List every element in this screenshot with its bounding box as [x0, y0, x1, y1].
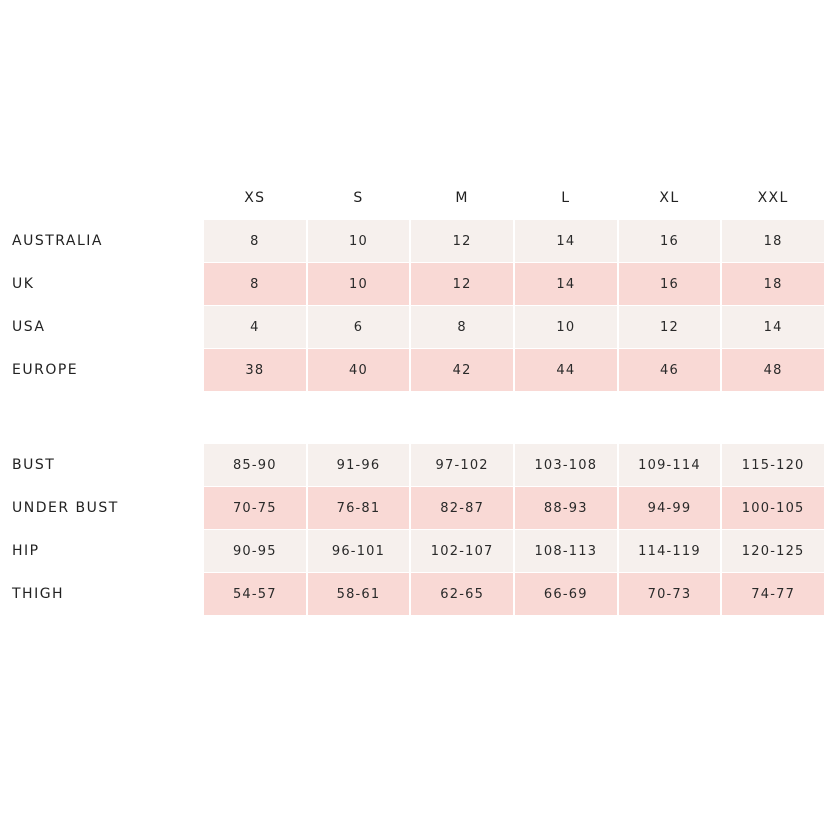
- table-row: [0, 573, 835, 615]
- table-cell: 103-108: [515, 444, 617, 486]
- table-cell: 97-102: [411, 444, 513, 486]
- table-row: [0, 530, 835, 572]
- table-cell: 8: [411, 306, 513, 348]
- table-cell: 14: [515, 263, 617, 305]
- table-cell: 16: [619, 263, 721, 305]
- table-row: [0, 349, 835, 391]
- size-conversion-table: [0, 220, 835, 392]
- table-cell: 70-73: [619, 573, 721, 615]
- table-cell: 88-93: [515, 487, 617, 529]
- table-cell: 16: [619, 220, 721, 262]
- table-row: [0, 444, 835, 486]
- table-cell: 115-120: [722, 444, 824, 486]
- body-measurement-table: [0, 444, 835, 616]
- table-cell: 40: [308, 349, 410, 391]
- table-row: [0, 263, 835, 305]
- table-cell: 90-95: [204, 530, 306, 572]
- table-cell: 10: [308, 220, 410, 262]
- row-label-uk: UK: [12, 276, 35, 292]
- table-cell: 62-65: [411, 573, 513, 615]
- table-cell: 44: [515, 349, 617, 391]
- table-row: [0, 220, 835, 262]
- table-row: [0, 306, 835, 348]
- row-values: [204, 263, 824, 305]
- table-cell: 48: [722, 349, 824, 391]
- table-cell: 42: [411, 349, 513, 391]
- table-cell: 8: [204, 263, 306, 305]
- size-header-s: S: [353, 190, 364, 206]
- size-header-xs: XS: [244, 190, 266, 206]
- table-cell: 18: [722, 220, 824, 262]
- table-cell: 8: [204, 220, 306, 262]
- table-cell: 12: [411, 220, 513, 262]
- table-cell: 14: [722, 306, 824, 348]
- row-values: [204, 573, 824, 615]
- table-cell: 18: [722, 263, 824, 305]
- row-values: [204, 349, 824, 391]
- table-cell: 58-61: [308, 573, 410, 615]
- table-cell: 114-119: [619, 530, 721, 572]
- row-label-europe: EUROPE: [12, 362, 79, 378]
- table-row: [0, 487, 835, 529]
- table-cell: 120-125: [722, 530, 824, 572]
- row-label-hip: HIP: [12, 543, 40, 559]
- size-header-xxl: XXL: [757, 190, 789, 206]
- table-cell: 102-107: [411, 530, 513, 572]
- table-cell: 4: [204, 306, 306, 348]
- table-cell: 82-87: [411, 487, 513, 529]
- table-cell: 54-57: [204, 573, 306, 615]
- row-values: [204, 306, 824, 348]
- table-cell: 66-69: [515, 573, 617, 615]
- table-cell: 91-96: [308, 444, 410, 486]
- table-cell: 6: [308, 306, 410, 348]
- table-cell: 74-77: [722, 573, 824, 615]
- size-header-l: L: [561, 190, 571, 206]
- table-cell: 100-105: [722, 487, 824, 529]
- row-label-thigh: THIGH: [12, 586, 65, 602]
- table-cell: 10: [308, 263, 410, 305]
- table-cell: 76-81: [308, 487, 410, 529]
- table-cell: 12: [619, 306, 721, 348]
- row-label-under-bust: UNDER BUST: [12, 500, 119, 516]
- table-cell: 96-101: [308, 530, 410, 572]
- table-cell: 10: [515, 306, 617, 348]
- row-values: [204, 220, 824, 262]
- table-cell: 109-114: [619, 444, 721, 486]
- table-cell: 108-113: [515, 530, 617, 572]
- size-header-row: [204, 184, 824, 212]
- size-header-m: M: [455, 190, 469, 206]
- table-cell: 12: [411, 263, 513, 305]
- row-values: [204, 530, 824, 572]
- table-cell: 14: [515, 220, 617, 262]
- size-header-xl: XL: [659, 190, 680, 206]
- row-label-bust: BUST: [12, 457, 56, 473]
- row-values: [204, 444, 824, 486]
- row-label-usa: USA: [12, 319, 46, 335]
- row-label-australia: AUSTRALIA: [12, 233, 104, 249]
- table-cell: 70-75: [204, 487, 306, 529]
- table-cell: 85-90: [204, 444, 306, 486]
- table-cell: 94-99: [619, 487, 721, 529]
- row-values: [204, 487, 824, 529]
- table-cell: 46: [619, 349, 721, 391]
- table-cell: 38: [204, 349, 306, 391]
